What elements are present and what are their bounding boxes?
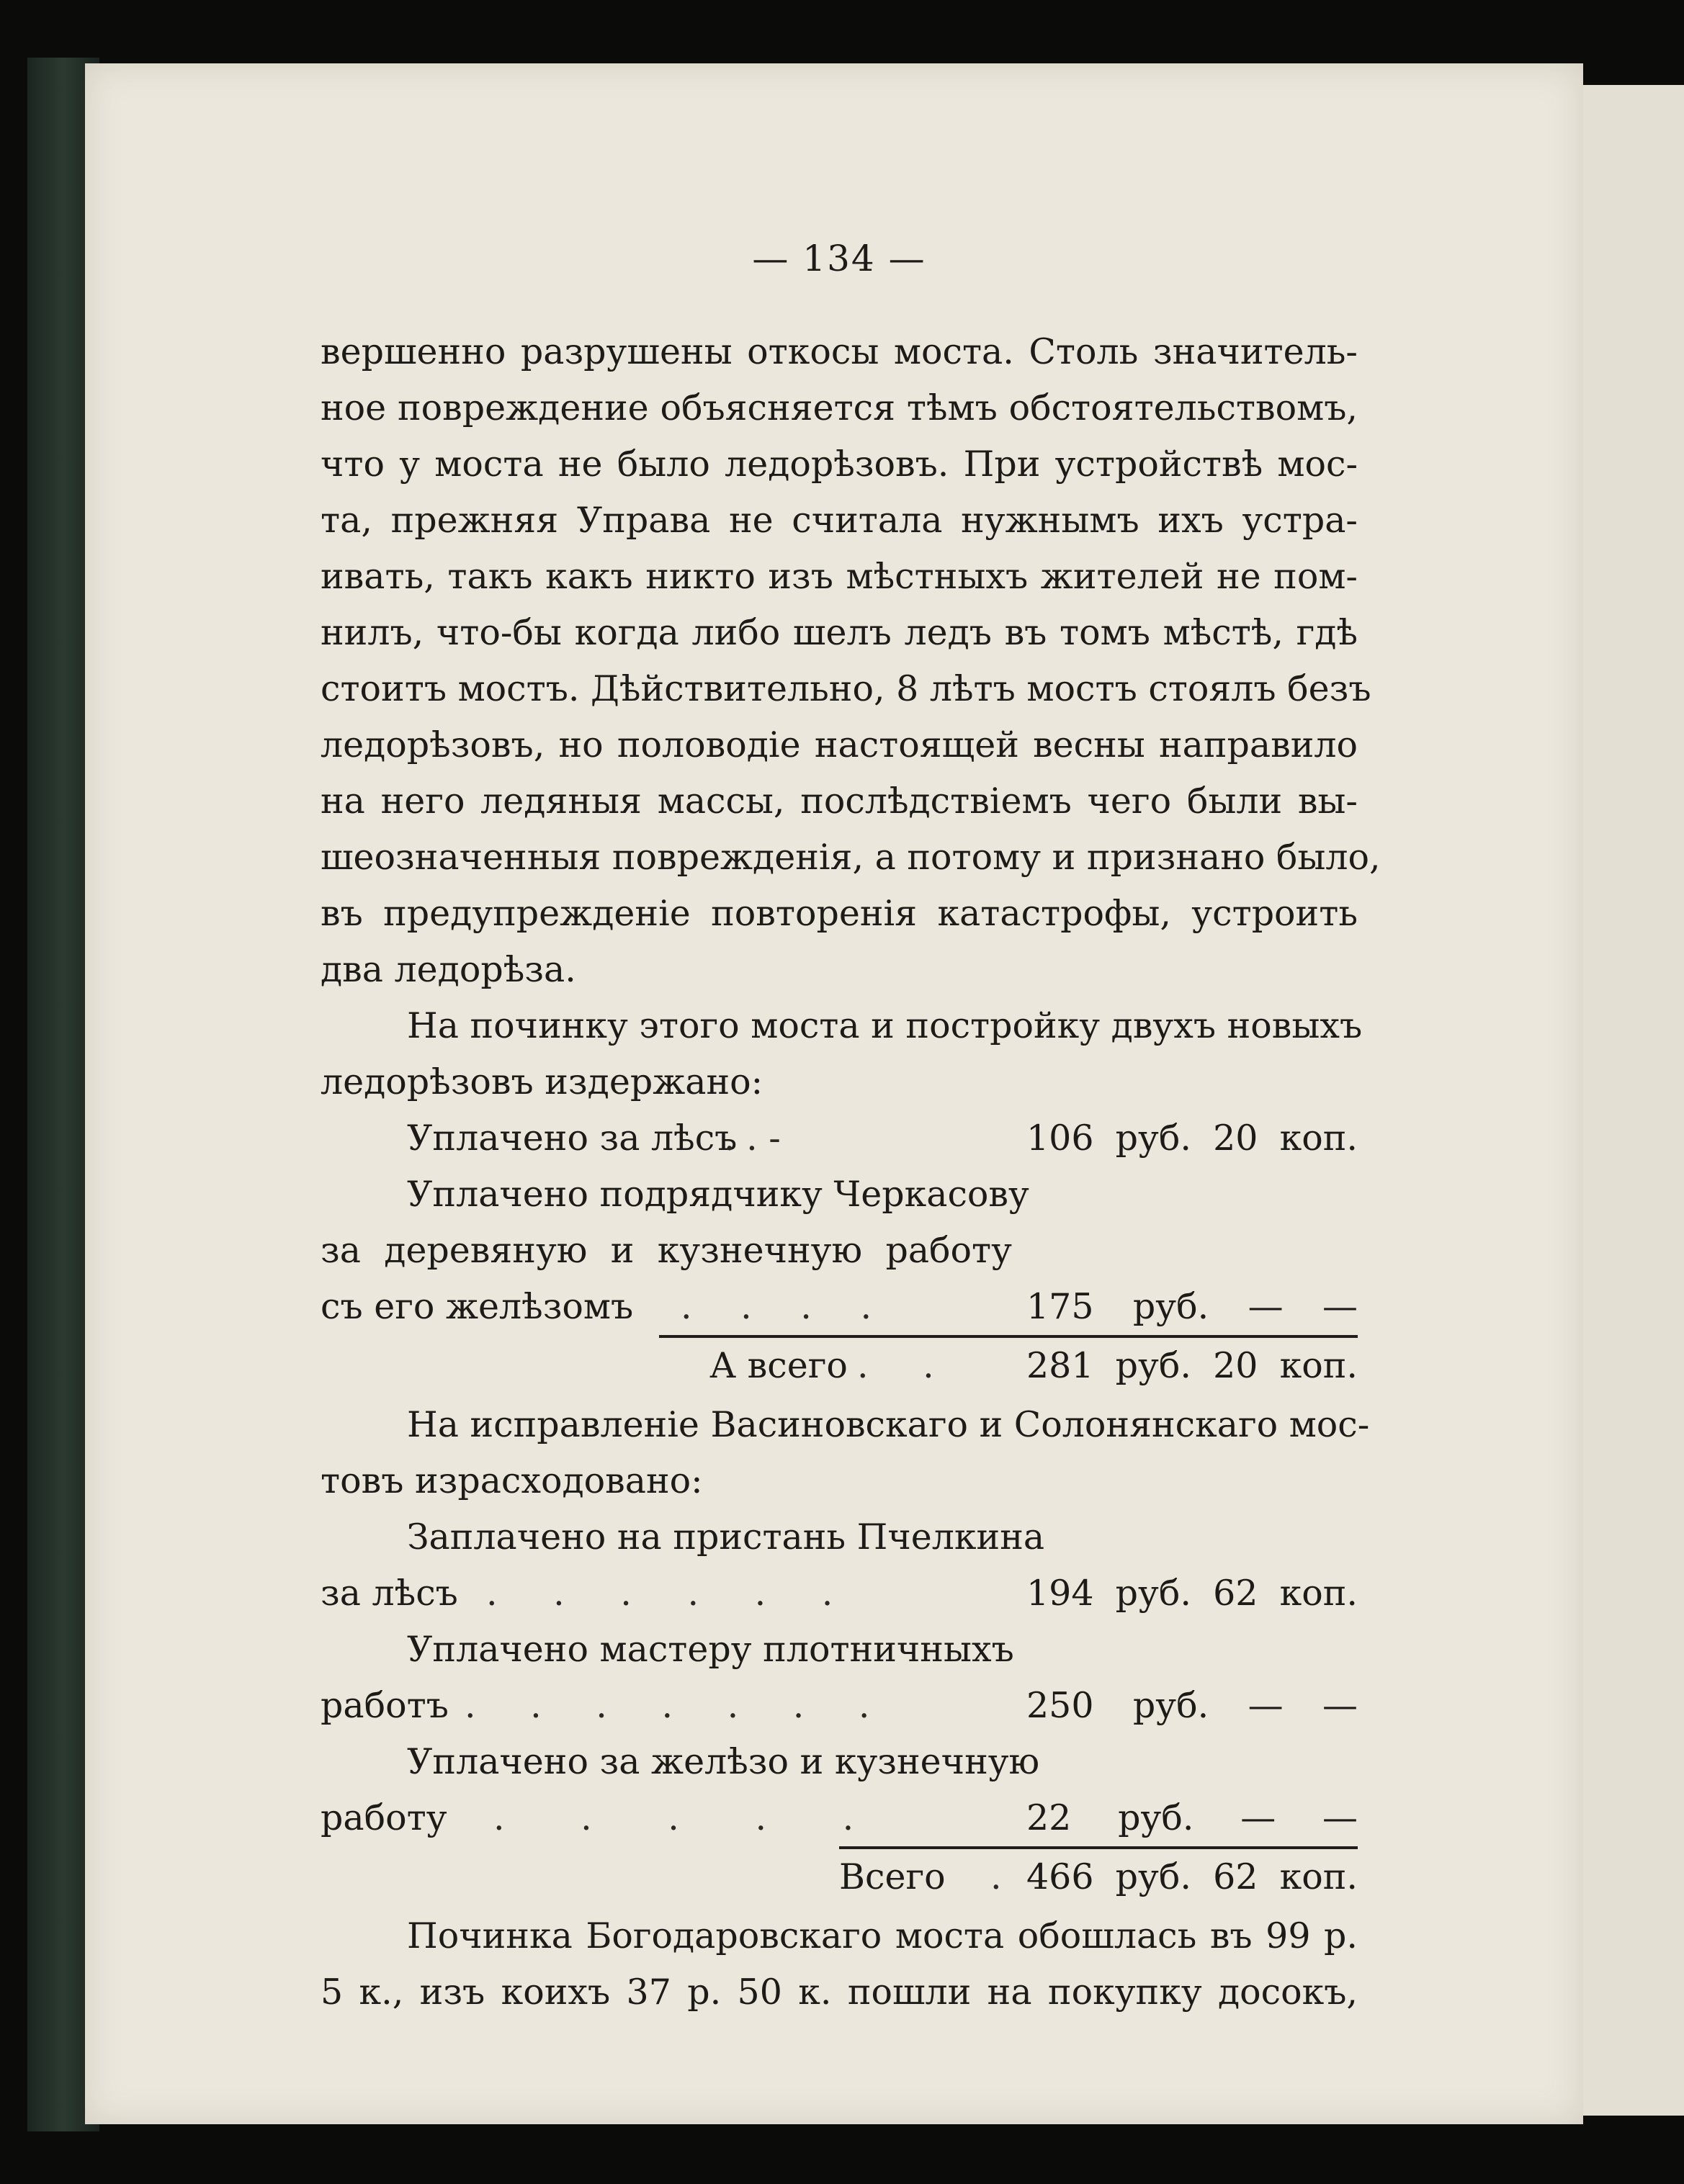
text-line: стоитъ мостъ. Дѣйствительно, 8 лѣтъ мостъ стоялъ безъ bbox=[321, 668, 1371, 709]
ledger-total-amount: 281 руб. 20 коп. bbox=[1026, 1345, 1358, 1386]
text-line: два ледорѣза. bbox=[321, 949, 576, 990]
text-line: въ предупрежденіе повторенія катастрофы, устроить bbox=[321, 893, 1358, 934]
ledger-row bbox=[321, 1110, 1358, 1167]
ledger-dots: . . . . bbox=[681, 1286, 872, 1327]
ledger-row bbox=[321, 1223, 1358, 1279]
ledger-total-amount: 466 руб. 62 коп. bbox=[1026, 1856, 1358, 1897]
ledger-amount: 194 руб. 62 коп. bbox=[1026, 1573, 1358, 1614]
text-line: ивать, такъ какъ никто изъ мѣстныхъ жителей не пом- bbox=[321, 556, 1358, 597]
ledger-row bbox=[321, 1734, 1358, 1790]
ledger-amount: 106 руб. 20 коп. bbox=[1026, 1118, 1358, 1159]
ledger-amount: 175 руб. — — bbox=[1026, 1286, 1358, 1327]
ledger-amount: 250 руб. — — bbox=[1026, 1685, 1358, 1726]
ledger-amount: 22 руб. — — bbox=[1026, 1797, 1358, 1838]
ledger-label: Уплачено подрядчику Черкасову bbox=[407, 1174, 1029, 1215]
ledger-dots: . . . . . bbox=[493, 1797, 854, 1838]
ledger-total-row bbox=[321, 1849, 1358, 1905]
page-number: — 134 — bbox=[752, 238, 926, 279]
ledger-total-label: А всего bbox=[709, 1345, 848, 1386]
ledger-row bbox=[321, 1565, 1358, 1622]
text-line: ледорѣзовъ издержано: bbox=[321, 1061, 763, 1102]
text-line: ледорѣзовъ, но половодіе настоящей весны направило bbox=[321, 724, 1358, 765]
ledger-label: Уплачено мастеру плотничныхъ bbox=[407, 1629, 1014, 1670]
ledger-row bbox=[321, 1167, 1358, 1223]
text-line: 5 к., изъ коихъ 37 р. 50 к. пошли на покупку досокъ, bbox=[321, 1972, 1358, 2013]
ledger-dots: . . . . . . . bbox=[465, 1685, 870, 1726]
ledger-label: съ его желѣзомъ bbox=[321, 1286, 634, 1327]
ledger-dots: . bbox=[990, 1856, 1002, 1897]
text-line: вершенно разрушены откосы моста. Столь значитель- bbox=[321, 331, 1358, 372]
facing-page-edge bbox=[1575, 85, 1684, 2116]
ledger-total-row bbox=[321, 1338, 1358, 1394]
ledger-row bbox=[321, 1509, 1358, 1565]
ledger-total-label: Всего bbox=[839, 1856, 946, 1897]
text-line: товъ израсходовано: bbox=[321, 1460, 703, 1501]
ledger-label: Уплачено за лѣсъ bbox=[407, 1118, 738, 1159]
ledger-dots: . . . . . . bbox=[486, 1573, 833, 1614]
ledger-dots: . . - bbox=[724, 1118, 781, 1159]
ledger-row bbox=[321, 1678, 1358, 1734]
text-line: что у моста не было ледорѣзовъ. При устройствѣ мос- bbox=[321, 444, 1358, 485]
ledger-label: Заплачено на пристань Пчелкина bbox=[407, 1516, 1045, 1558]
ledger-label: работу bbox=[321, 1797, 447, 1838]
text-line: На исправленіе Васиновскаго и Солонянскаго мос- bbox=[407, 1404, 1370, 1445]
ledger-row bbox=[321, 1279, 1358, 1335]
text-line: Починка Богодаровскаго моста обошлась въ 99 р. bbox=[407, 1915, 1358, 1956]
text-line: на него ледяныя массы, послѣдствіемъ чего были вы- bbox=[321, 781, 1358, 822]
ledger-label: за лѣсъ bbox=[321, 1573, 458, 1614]
text-line: На починку этого моста и постройку двухъ новыхъ bbox=[407, 1005, 1363, 1046]
text-line: нилъ, что-бы когда либо шелъ ледъ въ томъ мѣстѣ, гдѣ bbox=[321, 612, 1358, 653]
ledger-row bbox=[321, 1790, 1358, 1846]
ledger-dots: . . bbox=[857, 1345, 934, 1386]
text-line: та, прежняя Управа не считала нужнымъ ихъ устра- bbox=[321, 500, 1358, 541]
text-line: ное повреждение объясняется тѣмъ обстоятельствомъ, bbox=[321, 387, 1358, 428]
ledger-row bbox=[321, 1622, 1358, 1678]
ledger-label: за деревяную и кузнечную работу bbox=[321, 1230, 1012, 1271]
ledger-label: работъ bbox=[321, 1685, 449, 1726]
ledger-label: Уплачено за желѣзо и кузнечную bbox=[407, 1741, 1040, 1782]
text-line: шеозначенныя поврежденія, а потому и признано было, bbox=[321, 837, 1381, 878]
